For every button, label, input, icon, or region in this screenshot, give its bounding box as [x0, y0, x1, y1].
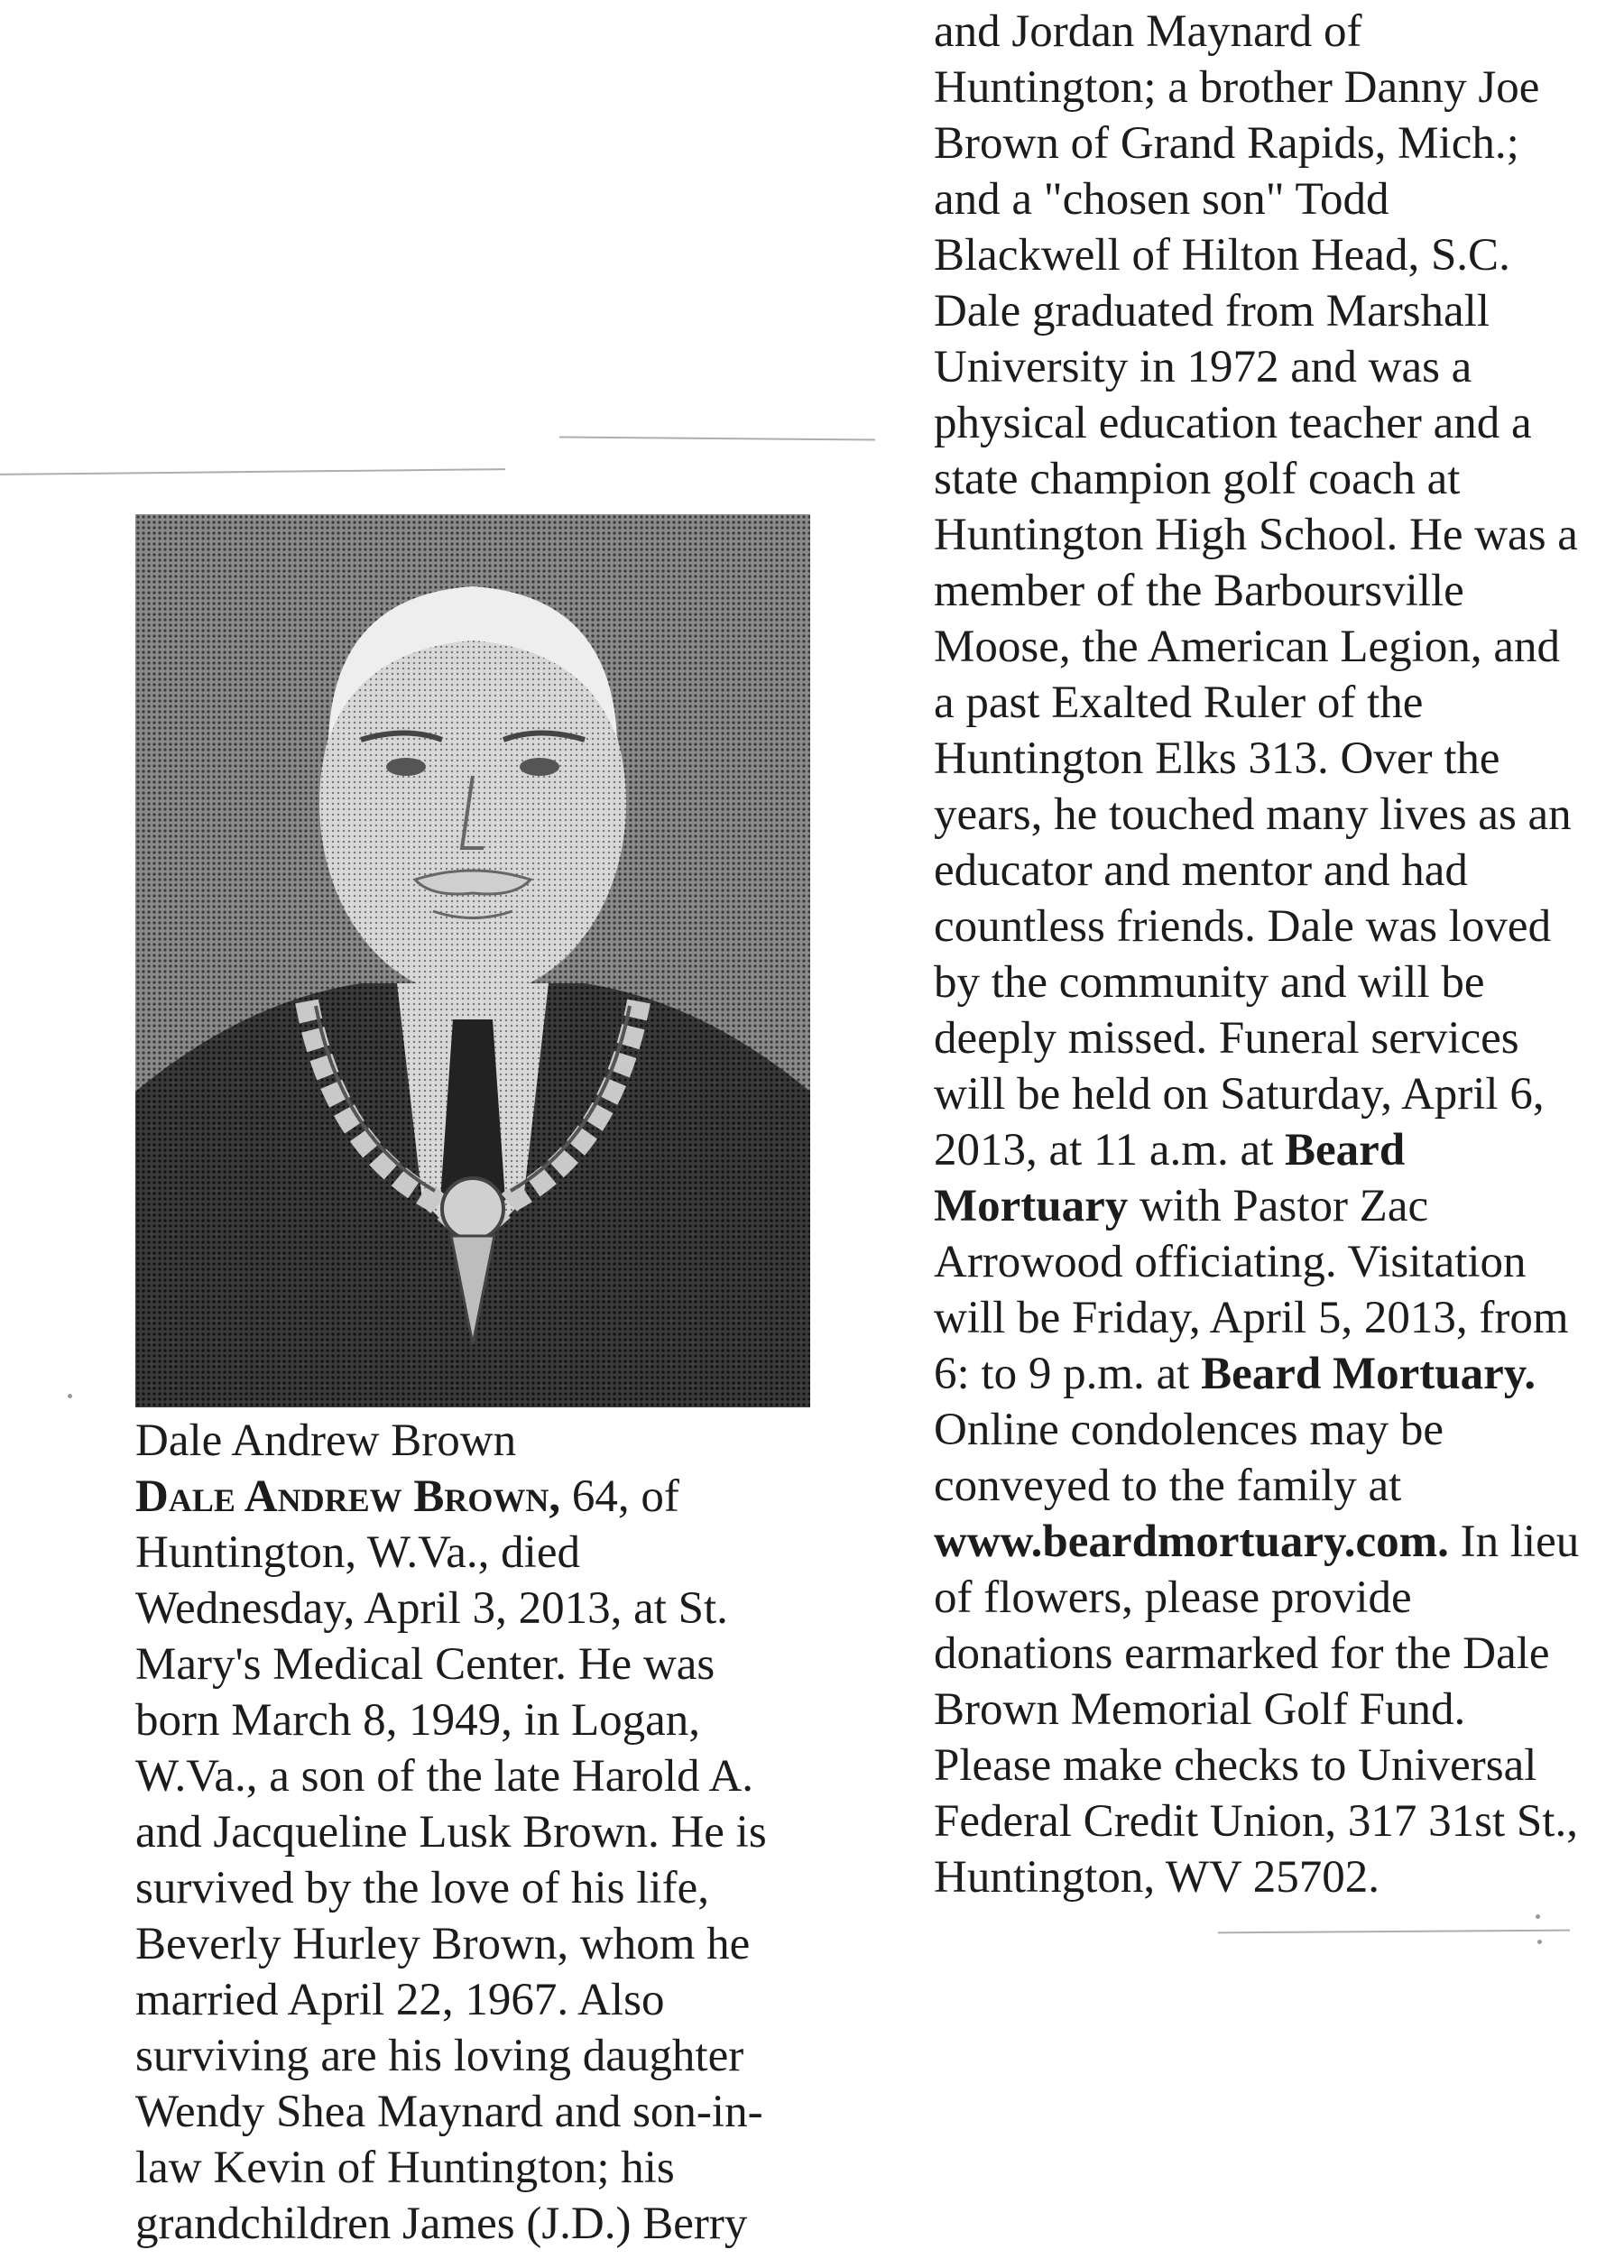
scan-speck	[1537, 1940, 1542, 1944]
obituary-line: member of the Barboursville	[934, 566, 1464, 616]
obituary-line: Huntington; a brother Danny Joe	[934, 62, 1540, 113]
scan-fold-line-left	[0, 468, 505, 475]
officiant-line	[934, 1178, 1428, 1234]
mortuary-name-part1: Beard	[1285, 1125, 1406, 1175]
obituary-line: will be Friday, April 5, 2013, from	[934, 1293, 1569, 1343]
obituary-line: law Kevin of Huntington; his	[135, 2143, 675, 2193]
obituary-line: Mary's Medical Center. He was	[135, 1639, 715, 1690]
obituary-line: Huntington Elks 313. Over the	[934, 733, 1500, 784]
mortuary-name: Beard Mortuary.	[1201, 1349, 1536, 1399]
website-line	[934, 1514, 1579, 1570]
obituary-line: Blackwell of Hilton Head, S.C.	[934, 230, 1510, 281]
visitation-time-line	[934, 1346, 1536, 1402]
lead-rest-text: 64, of	[560, 1471, 679, 1522]
funeral-time-line	[934, 1122, 1405, 1178]
mortuary-name-part2: Mortuary	[934, 1181, 1129, 1231]
obituary-line: Brown of Grand Rapids, Mich.;	[934, 118, 1519, 169]
mortuary-website: www.beardmortuary.com.	[934, 1517, 1449, 1567]
obituary-line: Federal Credit Union, 317 31st St.,	[934, 1796, 1578, 1847]
obituary-line: years, he touched many lives as an	[934, 789, 1572, 840]
obituary-line: will be held on Saturday, April 6,	[934, 1069, 1545, 1120]
scan-speck	[1536, 1914, 1540, 1919]
scan-speck	[68, 1394, 72, 1398]
obituary-line: a past Exalted Ruler of the	[934, 678, 1424, 728]
scan-fold-line-bottom-right	[1218, 1930, 1570, 1934]
obituary-line: state champion golf coach at	[934, 454, 1461, 504]
obituary-line: of flowers, please provide	[934, 1572, 1412, 1623]
obituary-line: Online condolences may be	[934, 1405, 1444, 1455]
obituary-line: surviving are his loving daughter	[135, 2031, 744, 2081]
obituary-line: Wendy Shea Maynard and son-in-	[135, 2087, 763, 2137]
scan-fold-line-middle	[559, 436, 875, 440]
obituary-line: conveyed to the family at	[934, 1461, 1402, 1511]
obituary-line: Huntington, WV 25702.	[934, 1852, 1379, 1903]
obituary-line: University in 1972 and was a	[934, 342, 1472, 392]
obituary-line: donations earmarked for the Dale	[934, 1628, 1550, 1679]
obituary-line: Please make checks to Universal	[934, 1740, 1537, 1791]
obituary-line: born March 8, 1949, in Logan,	[135, 1695, 701, 1746]
obituary-line: Beverly Hurley Brown, whom he	[135, 1919, 751, 1969]
obituary-line: and Jordan Maynard of	[934, 6, 1362, 57]
officiant-text: with Pastor Zac	[1128, 1181, 1429, 1231]
visitation-time-text: 6: to 9 p.m. at	[934, 1349, 1202, 1399]
photo-caption: Dale Andrew Brown	[135, 1415, 517, 1466]
funeral-time-text: 2013, at 11 a.m. at	[934, 1125, 1286, 1175]
obituary-line: Dale graduated from Marshall	[934, 286, 1490, 337]
obituary-line: W.Va., a son of the late Harold A.	[135, 1751, 754, 1802]
obituary-lead-line	[135, 1469, 679, 1525]
in-lieu-text: In lieu	[1448, 1517, 1580, 1567]
obituary-line: and a "chosen son" Todd	[934, 174, 1389, 225]
obituary-line: countless friends. Dale was loved	[934, 901, 1552, 952]
obituary-line: grandchildren James (J.D.) Berry	[135, 2199, 748, 2249]
obituary-line: physical education teacher and a	[934, 398, 1532, 448]
obituary-line: Huntington, W.Va., died	[135, 1527, 580, 1578]
obituary-line: and Jacqueline Lusk Brown. He is	[135, 1807, 767, 1858]
obituary-line: Arrowood officiating. Visitation	[934, 1237, 1527, 1287]
obituary-line: educator and mentor and had	[934, 845, 1468, 896]
obituary-line: deeply missed. Funeral services	[934, 1013, 1519, 1064]
obituary-line: survived by the love of his life,	[135, 1863, 709, 1913]
deceased-name: Dale Andrew Brown,	[135, 1471, 561, 1522]
obituary-line: married April 22, 1967. Also	[135, 1975, 665, 2025]
obituary-line: Huntington High School. He was a	[934, 510, 1578, 560]
obituary-line: by the community and will be	[934, 957, 1485, 1008]
obituary-line: Wednesday, April 3, 2013, at St.	[135, 1583, 728, 1634]
obituary-line: Moose, the American Legion, and	[934, 622, 1560, 672]
portrait-photo	[135, 514, 810, 1407]
obituary-line: Brown Memorial Golf Fund.	[934, 1684, 1466, 1735]
